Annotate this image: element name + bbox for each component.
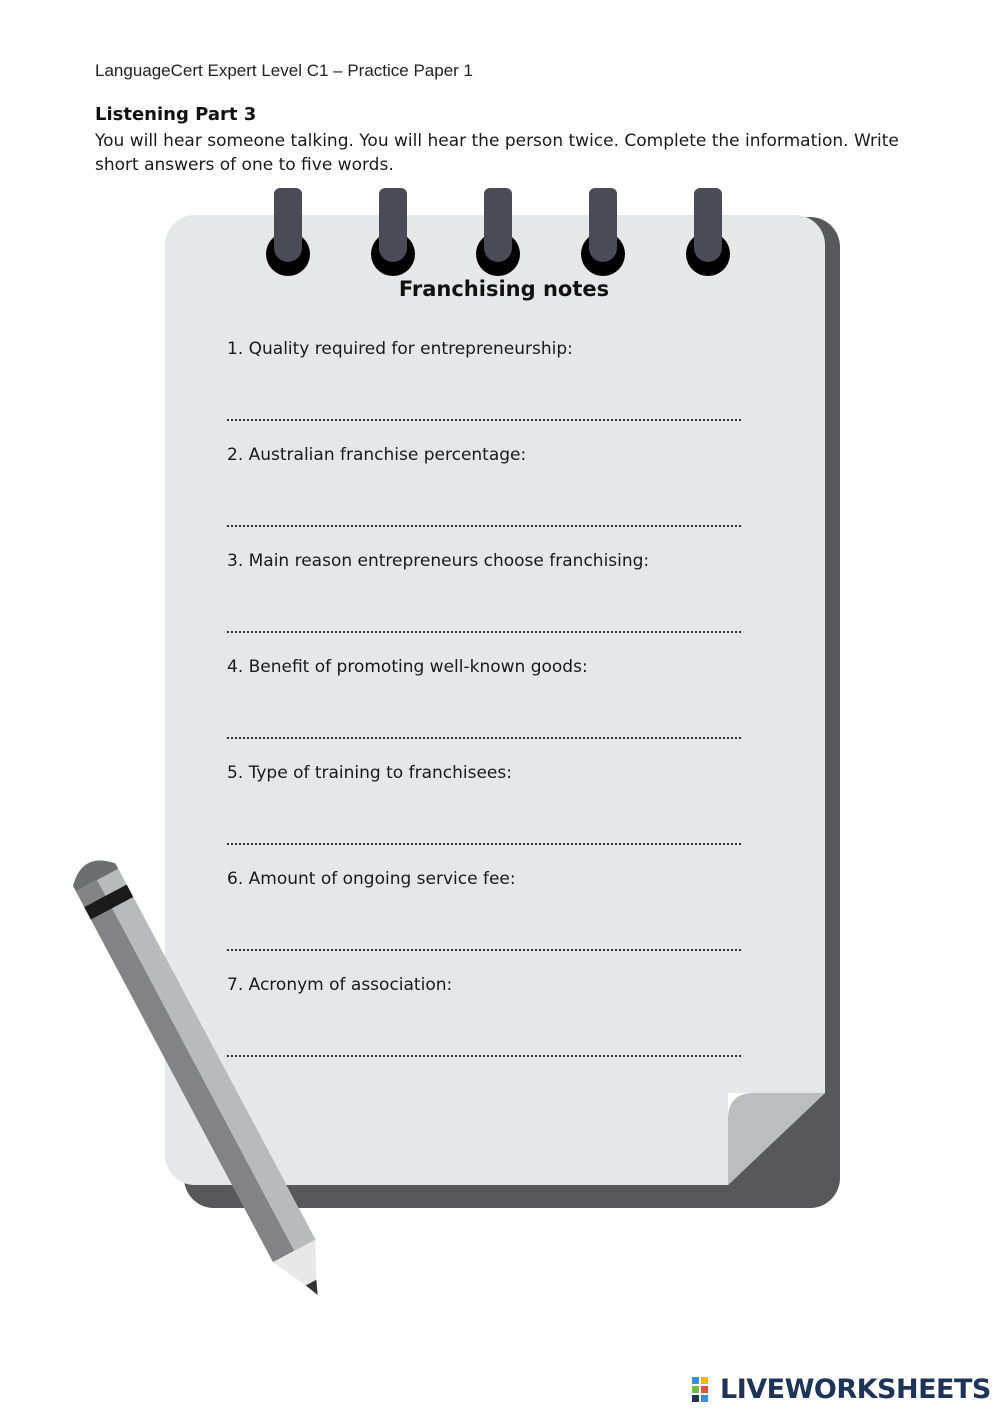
answer-field-5[interactable] [227,823,741,845]
question-6-label: 6. Amount of ongoing service fee: [227,869,516,889]
page-curl-icon [728,1093,825,1187]
logo-text: LIVEWORKSHEETS [720,1373,991,1405]
question-2-label: 2. Australian franchise percentage: [227,445,527,465]
answer-field-2[interactable] [227,505,741,527]
ring-cover-3 [484,232,512,262]
question-5-label: 5. Type of training to franchisees: [227,763,512,783]
question-3-label: 3. Main reason entrepreneurs choose franchising: [227,551,650,571]
question-1-label: 1. Quality required for entrepreneurship: [227,339,573,359]
answer-field-1[interactable] [227,399,741,421]
section-heading: Listening Part 3 [95,104,257,125]
pencil-icon [60,850,350,1360]
ring-cover-2 [379,232,407,262]
question-7-label: 7. Acronym of association: [227,975,453,995]
answer-field-4[interactable] [227,717,741,739]
liveworksheets-logo [692,1371,991,1407]
ring-cover-1 [274,232,302,262]
paper-title: LanguageCert Expert Level C1 – Practice Paper 1 [95,61,474,80]
ring-cover-4 [589,232,617,262]
ring-cover-5 [694,232,722,262]
liveworksheets-logo-icon [692,1376,718,1402]
instructions: You will hear someone talking. You will hear the person twice. Complete the information. Write short answers of one to five words. [95,131,899,175]
question-4-label: 4. Benefit of promoting well-known goods: [227,657,588,677]
answer-field-3[interactable] [227,611,741,633]
notes-title: Franchising notes [398,277,610,301]
